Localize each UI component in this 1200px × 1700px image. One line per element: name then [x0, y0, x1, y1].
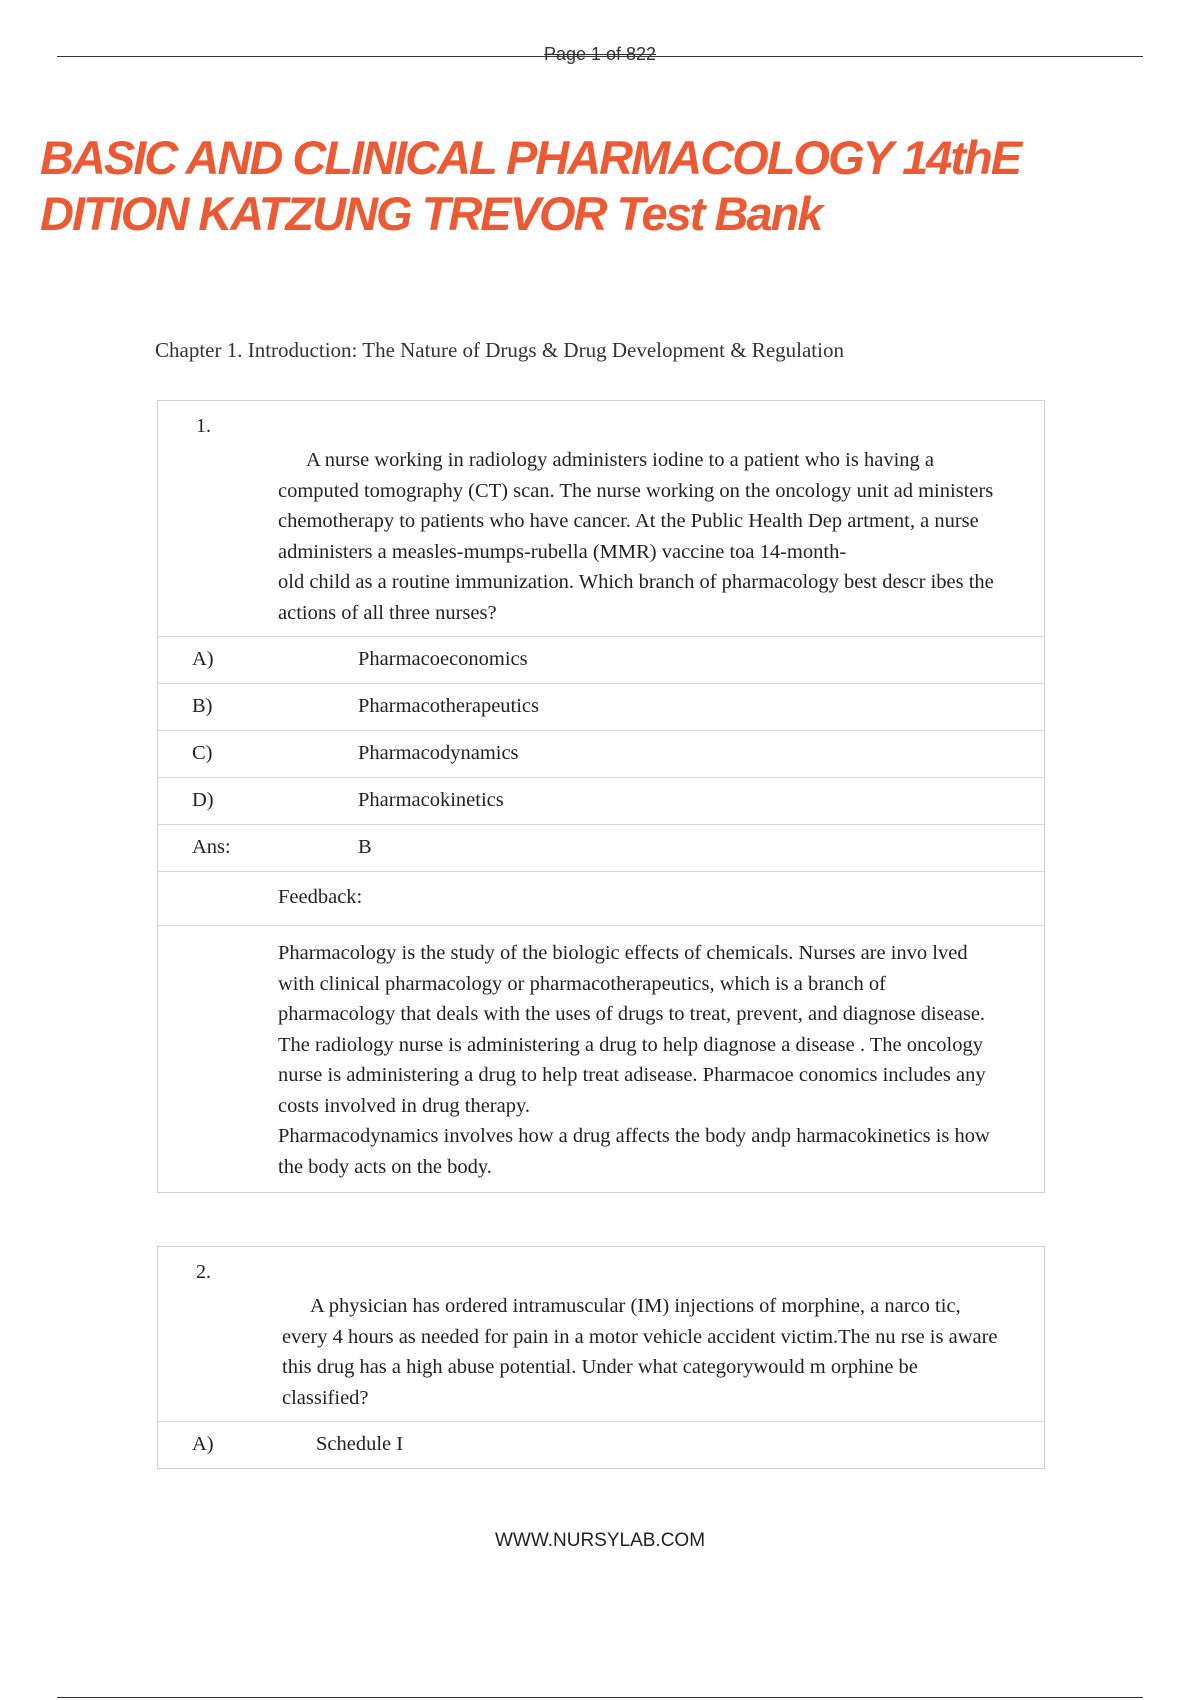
feedback-label: Feedback: — [278, 886, 363, 908]
option-label: A) — [192, 648, 214, 670]
footer-url: WWW.NURSYLAB.COM — [494, 1530, 706, 1551]
option-label: C) — [192, 742, 213, 764]
answer-label: Ans: — [192, 836, 231, 858]
feedback-label-row — [158, 871, 1044, 925]
question-text — [282, 1261, 1004, 1413]
option-text: Pharmacokinetics — [358, 789, 504, 811]
question-text-line: A nurse working in radiology administers iodine to a patient who is having a computed tomography (CT) scan. The nurse working on the oncology unit ad ministers chemotherapy to patients who have cancer. At the Public Health Dep artment, a nurse administers a measles-mumps-rubella (MMR) vaccine toa 14-month- — [278, 449, 994, 563]
option-label: A) — [192, 1433, 214, 1455]
question-text — [278, 415, 1004, 628]
feedback-text-line: Pharmacodynamics involves how a drug affects the body andp harmacokinetics is how the body acts on the body. — [278, 1125, 990, 1178]
option-text: Pharmacoeconomics — [358, 648, 528, 670]
question-number: 1. — [196, 415, 211, 437]
option-row-c — [158, 730, 1044, 777]
question-text-line: A physician has ordered intramuscular (IM) injections of morphine, a narco tic, every 4 hours as needed for pain in a motor vehicle accident victim.The nu rse is aware this drug has a high abuse potential. Under what categorywould m orphine be classified? — [282, 1295, 998, 1409]
option-text: Pharmacotherapeutics — [358, 695, 540, 717]
option-label: B) — [192, 695, 213, 717]
chapter-heading: Chapter 1. Introduction: The Nature of Drugs & Drug Development & Regulation — [155, 338, 844, 362]
answer-value: B — [358, 836, 372, 858]
option-row-b — [158, 683, 1044, 730]
question-2-table — [157, 1246, 1045, 1469]
feedback-text-line: Pharmacology is the study of the biologic effects of chemicals. Nurses are invo lved with clinical pharmacology or pharmacotherapeutics, which is a branch of pharmacology that deals with the uses of drugs to treat, prevent, and diagnose disease. The radiology nurse is administering a drug to help diagnose a disease . The oncology nurse is administering a drug to help treat adisease. Pharmacoe conomics includes any costs involved in drug therapy. — [278, 942, 986, 1117]
option-label: D) — [192, 789, 214, 811]
document-title: BASIC AND CLINICAL PHARMACOLOGY 14thE DITION KATZUNG TREVOR Test Bank — [40, 131, 1021, 240]
feedback-row — [158, 925, 1044, 1192]
page-number: Page 1 of 822 — [543, 44, 657, 64]
answer-row — [158, 824, 1044, 871]
question-number: 2. — [196, 1261, 211, 1283]
feedback-text — [278, 926, 1004, 1192]
question-row — [158, 401, 1044, 636]
option-row-a — [158, 636, 1044, 683]
footer-rule — [57, 1697, 1143, 1698]
option-text: Pharmacodynamics — [358, 742, 519, 764]
question-row — [158, 1247, 1044, 1421]
question-1-table — [157, 400, 1045, 1193]
question-text-line: old child as a routine immunization. Which branch of pharmacology best descr ibes the actions of all three nurses? — [278, 571, 994, 624]
option-row-a — [158, 1421, 1044, 1468]
option-text: Schedule I — [316, 1433, 404, 1455]
option-row-d — [158, 777, 1044, 824]
